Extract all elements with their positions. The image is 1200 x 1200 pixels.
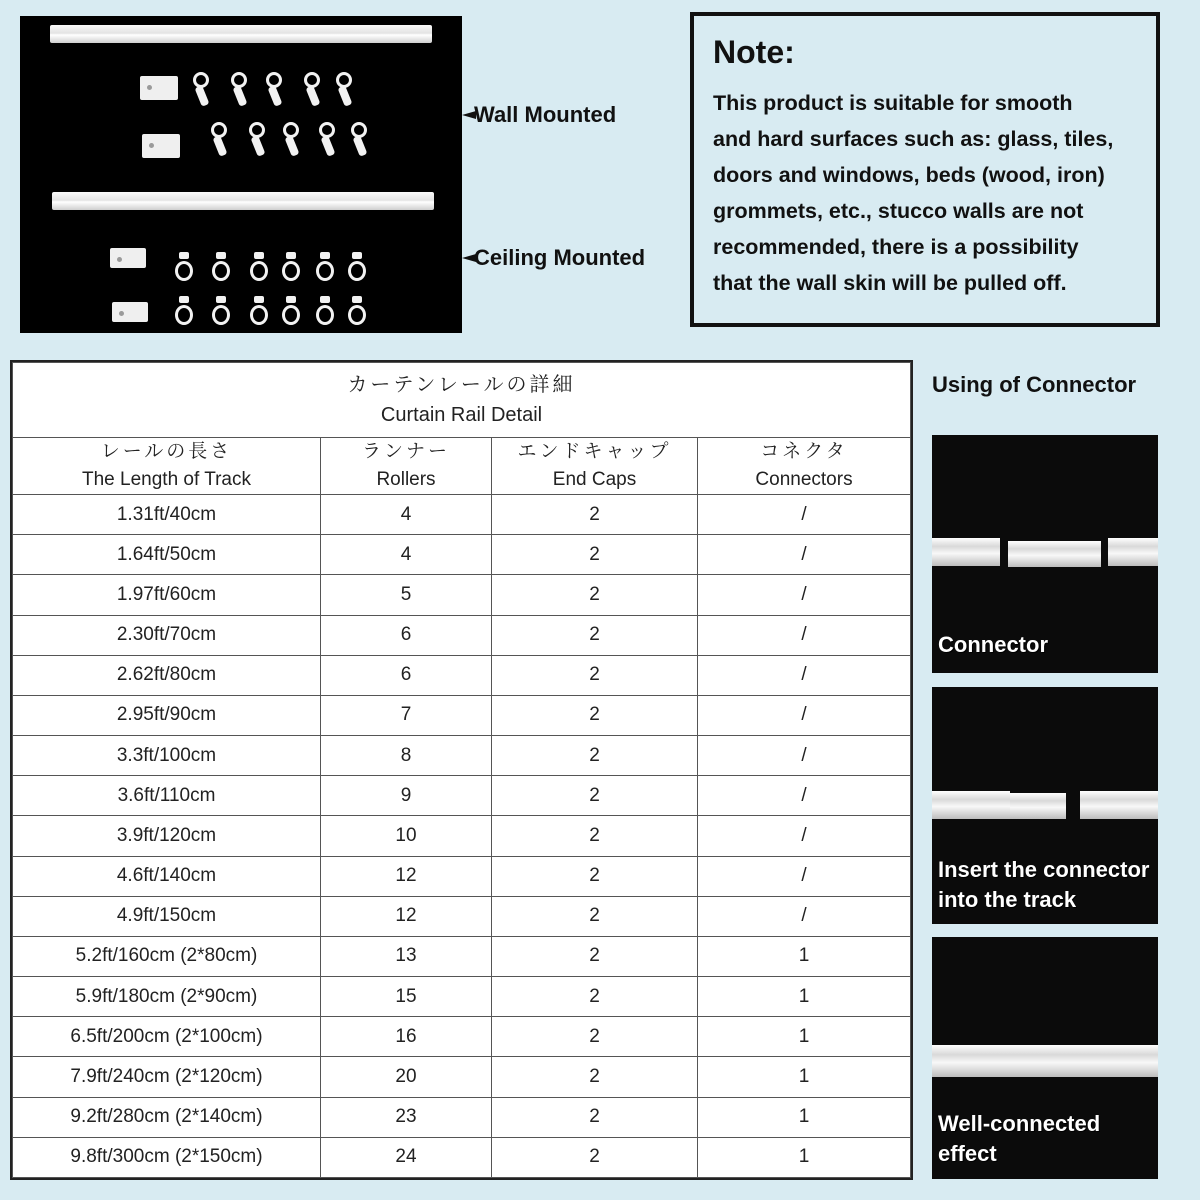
hook-icon: [335, 72, 353, 108]
cell-rollers: 15: [321, 977, 492, 1017]
header-length: [13, 438, 321, 495]
track-piece: [932, 538, 1000, 566]
panel-label-line: effect: [938, 1141, 997, 1166]
cell-length: 4.9ft/150cm: [13, 896, 321, 936]
note-line: This product is suitable for smooth: [713, 91, 1073, 115]
insert-panel: [932, 687, 1158, 924]
cell-connectors: /: [698, 776, 911, 816]
wall-mounted-label: Wall Mounted: [474, 102, 617, 127]
table-row: [13, 495, 911, 535]
runner-icon: [316, 252, 334, 282]
note-line: recommended, there is a possibility: [713, 235, 1079, 259]
cell-end-caps: 2: [492, 936, 698, 976]
header-end-caps: [492, 438, 698, 495]
runner-icon: [212, 252, 230, 282]
wall-clip: [142, 134, 180, 158]
cell-rollers: 24: [321, 1137, 492, 1177]
product-photo: [20, 16, 462, 333]
cell-connectors: /: [698, 615, 911, 655]
cell-connectors: /: [698, 575, 911, 615]
cell-end-caps: 2: [492, 655, 698, 695]
cell-connectors: 1: [698, 977, 911, 1017]
cell-length: 3.9ft/120cm: [13, 816, 321, 856]
table-row: [13, 936, 911, 976]
hook-icon: [265, 72, 283, 108]
cell-rollers: 23: [321, 1097, 492, 1137]
cell-end-caps: 2: [492, 896, 698, 936]
note-line: grommets, etc., stucco walls are not: [713, 199, 1084, 223]
hook-icon: [248, 122, 266, 158]
header-rollers-jp: ランナー: [361, 441, 450, 462]
note-line: that the wall skin will be pulled off.: [713, 271, 1067, 295]
hook-icon: [282, 122, 300, 158]
cell-end-caps: 2: [492, 1057, 698, 1097]
runner-icon: [250, 296, 268, 326]
track-piece: [1108, 538, 1158, 566]
connector-section-title: Using of Connector: [932, 372, 1137, 397]
wall-rail: [50, 25, 432, 43]
cell-connectors: 1: [698, 936, 911, 976]
table-row: [13, 1097, 911, 1137]
cell-length: 9.2ft/280cm (2*140cm): [13, 1097, 321, 1137]
connector-piece: [1008, 541, 1101, 567]
cell-end-caps: 2: [492, 1017, 698, 1057]
runner-icon: [348, 252, 366, 282]
table-row: [13, 816, 911, 856]
table-row: [13, 896, 911, 936]
cell-rollers: 6: [321, 655, 492, 695]
cell-connectors: 1: [698, 1017, 911, 1057]
panel-label: [938, 855, 1149, 915]
cell-connectors: /: [698, 535, 911, 575]
runner-icon: [316, 296, 334, 326]
panel-label-line: Insert the connector: [938, 857, 1150, 882]
cell-rollers: 8: [321, 736, 492, 776]
panel-label: [938, 630, 1048, 660]
cell-rollers: 10: [321, 816, 492, 856]
header-connectors: [698, 438, 911, 495]
table-row: [13, 776, 911, 816]
cell-length: 7.9ft/240cm (2*120cm): [13, 1057, 321, 1097]
cell-end-caps: 2: [492, 856, 698, 896]
cell-length: 6.5ft/200cm (2*100cm): [13, 1017, 321, 1057]
cell-rollers: 4: [321, 495, 492, 535]
header-length-en: The Length of Track: [82, 469, 251, 490]
runner-icon: [282, 252, 300, 282]
cell-rollers: 6: [321, 615, 492, 655]
cell-connectors: /: [698, 896, 911, 936]
header-connectors-en: Connectors: [755, 469, 853, 490]
panel-label-line: into the track: [938, 887, 1077, 912]
cell-rollers: 4: [321, 535, 492, 575]
table-row: [13, 575, 911, 615]
cell-length: 3.6ft/110cm: [13, 776, 321, 816]
track-piece: [932, 1045, 1158, 1077]
cell-length: 1.64ft/50cm: [13, 535, 321, 575]
cell-length: 5.2ft/160cm (2*80cm): [13, 936, 321, 976]
connector-panel: [932, 435, 1158, 673]
cell-end-caps: 2: [492, 776, 698, 816]
track-piece: [932, 791, 1010, 819]
table-row: [13, 655, 911, 695]
panel-label-line: Connector: [938, 632, 1048, 657]
panel-label-line: Well-connected: [938, 1111, 1101, 1136]
cell-end-caps: 2: [492, 495, 698, 535]
cell-rollers: 13: [321, 936, 492, 976]
table-row: [13, 1017, 911, 1057]
hook-icon: [350, 122, 368, 158]
cell-length: 2.95ft/90cm: [13, 695, 321, 735]
header-rollers-en: Rollers: [376, 469, 436, 490]
cell-rollers: 12: [321, 896, 492, 936]
cell-connectors: /: [698, 695, 911, 735]
runner-icon: [250, 252, 268, 282]
hook-icon: [303, 72, 321, 108]
cell-length: 1.31ft/40cm: [13, 495, 321, 535]
hook-icon: [210, 122, 228, 158]
cell-end-caps: 2: [492, 535, 698, 575]
cell-rollers: 12: [321, 856, 492, 896]
table-row: [13, 736, 911, 776]
track-piece: [1080, 791, 1158, 819]
cell-length: 5.9ft/180cm (2*90cm): [13, 977, 321, 1017]
cell-connectors: /: [698, 816, 911, 856]
table-row: [13, 695, 911, 735]
cell-end-caps: 2: [492, 695, 698, 735]
table-row: [13, 615, 911, 655]
panel-label: [938, 1109, 1100, 1169]
table-row: [13, 1137, 911, 1177]
cell-rollers: 9: [321, 776, 492, 816]
table-title-jp: カーテンレールの詳細: [347, 374, 576, 396]
cell-connectors: /: [698, 655, 911, 695]
ceiling-mounted-label: Ceiling Mounted: [474, 245, 646, 270]
header-rollers: [321, 438, 492, 495]
table-title-en: Curtain Rail Detail: [380, 404, 543, 426]
cell-connectors: /: [698, 736, 911, 776]
header-length-jp: レールの長さ: [100, 441, 233, 462]
cell-rollers: 7: [321, 695, 492, 735]
ceiling-rail: [52, 192, 434, 210]
cell-connectors: 1: [698, 1057, 911, 1097]
note-box: [690, 12, 1160, 327]
cell-length: 4.6ft/140cm: [13, 856, 321, 896]
wall-mounted-callout: [462, 102, 616, 128]
hook-icon: [230, 72, 248, 108]
ceiling-mounted-callout: [462, 245, 645, 271]
connector-piece: [1010, 793, 1066, 819]
header-end-caps-jp: エンドキャップ: [517, 441, 672, 462]
cell-connectors: 1: [698, 1137, 911, 1177]
table-row: [13, 535, 911, 575]
table-title: [13, 363, 911, 438]
cell-length: 1.97ft/60cm: [13, 575, 321, 615]
runner-icon: [212, 296, 230, 326]
cell-length: 9.8ft/300cm (2*150cm): [13, 1137, 321, 1177]
header-connectors-jp: コネクタ: [760, 441, 848, 462]
runner-icon: [348, 296, 366, 326]
table-row: [13, 1057, 911, 1097]
cell-end-caps: 2: [492, 1097, 698, 1137]
runner-icon: [175, 296, 193, 326]
cell-connectors: /: [698, 856, 911, 896]
table-row: [13, 977, 911, 1017]
note-line: doors and windows, beds (wood, iron): [713, 163, 1105, 187]
cell-connectors: 1: [698, 1097, 911, 1137]
table-body: [13, 495, 911, 1178]
cell-rollers: 20: [321, 1057, 492, 1097]
cell-end-caps: 2: [492, 575, 698, 615]
cell-connectors: /: [698, 495, 911, 535]
cell-end-caps: 2: [492, 1137, 698, 1177]
cell-rollers: 16: [321, 1017, 492, 1057]
runner-icon: [175, 252, 193, 282]
cell-length: 3.3ft/100cm: [13, 736, 321, 776]
header-end-caps-en: End Caps: [552, 469, 637, 490]
hook-icon: [318, 122, 336, 158]
wall-clip: [140, 76, 178, 100]
cell-end-caps: 2: [492, 736, 698, 776]
cell-rollers: 5: [321, 575, 492, 615]
cell-end-caps: 2: [492, 816, 698, 856]
cell-end-caps: 2: [492, 615, 698, 655]
note-line: and hard surfaces such as: glass, tiles,: [713, 127, 1114, 151]
ceiling-clip: [112, 302, 148, 322]
table-row: [13, 856, 911, 896]
hook-icon: [192, 72, 210, 108]
ceiling-clip: [110, 248, 146, 268]
cell-end-caps: 2: [492, 977, 698, 1017]
cell-length: 2.62ft/80cm: [13, 655, 321, 695]
cell-length: 2.30ft/70cm: [13, 615, 321, 655]
rail-detail-table: [10, 360, 913, 1180]
runner-icon: [282, 296, 300, 326]
note-title: Note:: [713, 34, 795, 70]
connected-panel: [932, 937, 1158, 1179]
